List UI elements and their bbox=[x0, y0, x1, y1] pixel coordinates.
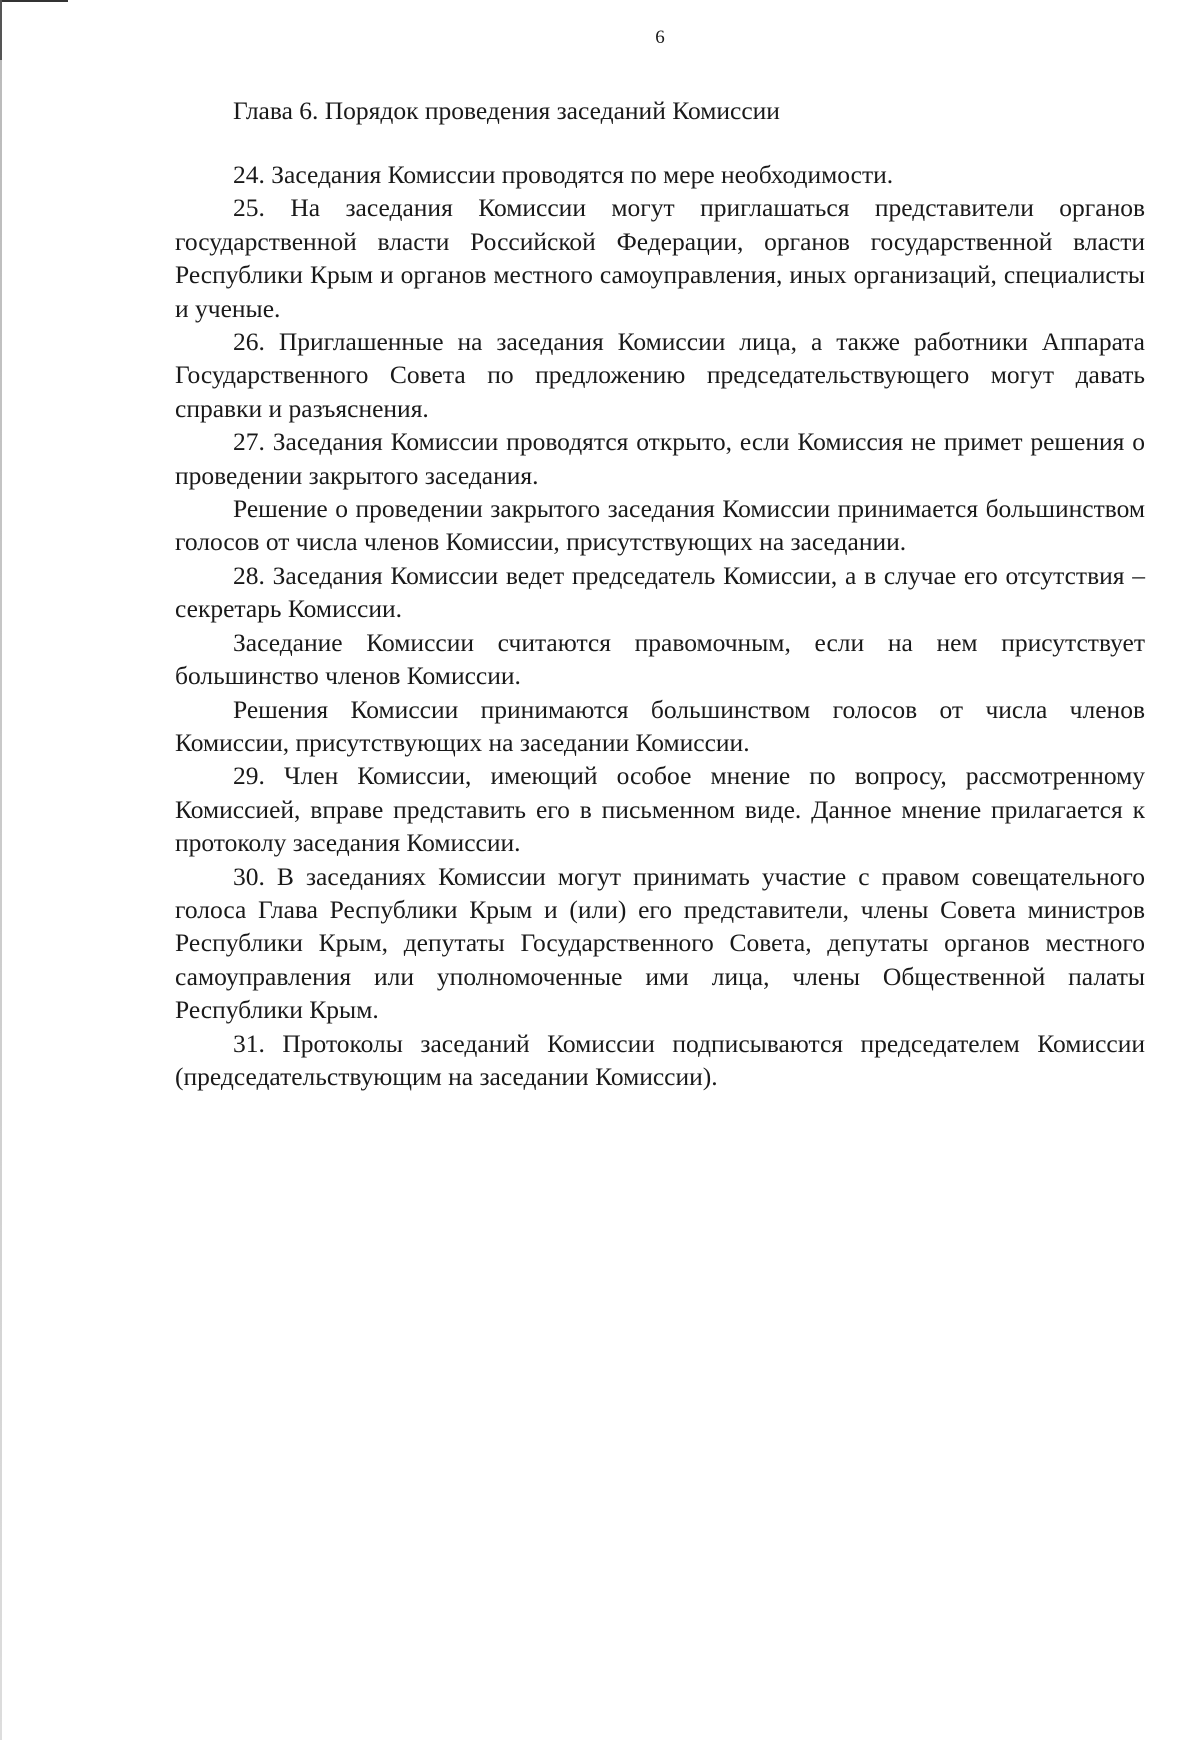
scan-border-top bbox=[0, 0, 68, 2]
paragraph-30: 30. В заседаниях Комиссии могут принимать участие с правом совещательного голоса Глава Республики Крым и (или) его представители, члены Совета министров Республики Крым, депутаты Государственного Совета, депутаты органов местного самоуправления или уполномоченные ими лица, члены Общественной палаты Республики Крым. bbox=[175, 861, 1145, 1025]
paragraph-28-quorum: Заседание Комиссии считаются правомочным, если на нем присутствует большинство членов Комиссии. bbox=[175, 627, 1145, 691]
paragraph-24: 24. Заседания Комиссии проводятся по мере необходимости. bbox=[233, 160, 894, 189]
paragraph-27-decision: Решение о проведении закрытого заседания Комиссии принимается большинством голосов от числа членов Комиссии, присутствующих на заседании. bbox=[175, 494, 1145, 557]
paragraph-31: 31. Протоколы заседаний Комиссии подписываются председателем Комиссии (председательствующим на заседании Комиссии). bbox=[175, 1028, 1145, 1091]
paragraph-28: 28. Заседания Комиссии ведет председатель Комиссии, а в случае его отсутствия – секретарь Комиссии. bbox=[175, 560, 1145, 624]
paragraph-28-decisions: Решения Комиссии принимаются большинством голосов от числа членов Комиссии, присутствующих на заседании Комиссии. bbox=[175, 694, 1145, 757]
chapter-title: Глава 6. Порядок проведения заседаний Комиссии bbox=[233, 96, 780, 125]
spacer bbox=[175, 129, 1145, 158]
document-page bbox=[175, 93, 1145, 1093]
page-number: 6 bbox=[655, 27, 665, 48]
paragraph-25: 25. На заседания Комиссии могут приглашаться представители органов государственной власти Российской Федерации, органов государственной власти Республики Крым и органов местного самоуправления, иных организаций, специалисты и ученые. bbox=[175, 193, 1145, 323]
paragraph-26: 26. Приглашенные на заседания Комиссии лица, а также работники Аппарата Государственного Совета по предложению председательствующего могут давать справки и разъяснения. bbox=[175, 327, 1145, 423]
paragraph-29: 29. Член Комиссии, имеющий особое мнение по вопросу, рассмотренному Комиссией, вправе представить его в письменном виде. Данное мнение прилагается к протоколу заседания Комиссии. bbox=[175, 761, 1145, 858]
paragraph-27: 27. Заседания Комиссии проводятся открыто, если Комиссия не примет решения о проведении закрытого заседания. bbox=[175, 427, 1145, 490]
scan-border-left bbox=[0, 0, 2, 1740]
